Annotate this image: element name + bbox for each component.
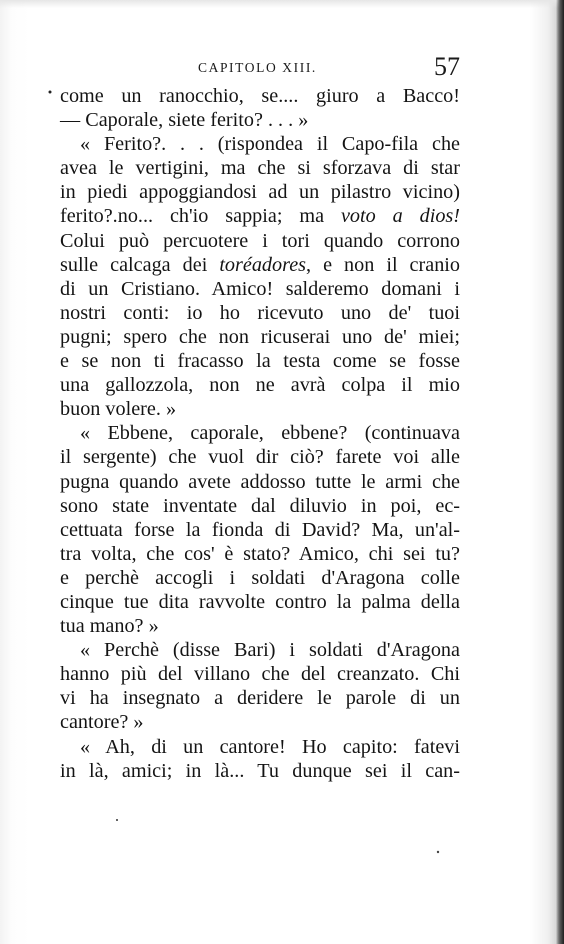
text-run: cettuata forse la fionda di David? Ma, un'al- — [60, 518, 460, 541]
text-line — [60, 470, 460, 494]
text-run: come un ranocchio, se.... giuro a Bacco! — [60, 85, 460, 107]
text-line — [60, 710, 460, 734]
running-head: CAPITOLO XIII. — [198, 60, 317, 75]
text-run: pugni; spero che non ricuserai uno de' miei; — [60, 325, 460, 348]
text-run: ferito?.no... ch'io sappia; ma — [60, 205, 341, 228]
ink-speck — [49, 91, 52, 94]
text-line — [60, 229, 460, 253]
text-run: « Ah, di un cantore! Ho capito: fatevi — [80, 735, 460, 758]
text-line — [60, 542, 460, 566]
text-line — [60, 638, 460, 662]
text-run: di un Cristiano. Amico! salderemo domani i — [60, 277, 460, 300]
text-run: in là, amici; in là... Tu dunque sei il can- — [60, 759, 460, 782]
text-line — [60, 662, 460, 686]
text-line — [60, 735, 460, 759]
text-run: cinque tue dita ravvolte contro la palma della — [60, 590, 460, 613]
text-line — [60, 349, 460, 373]
text-run: — Caporale, siete ferito? . . . » — [60, 109, 309, 132]
text-line — [60, 204, 460, 228]
text-run: sono state inventate dal diluvio in poi, ec- — [60, 494, 460, 517]
text-run: e se non ti fracasso la testa come se fosse — [60, 350, 460, 373]
text-run: hanno più del villano che del creanzato. Chi — [60, 663, 460, 686]
text-run: « Ebbene, caporale, ebbene? (continuava — [80, 422, 460, 445]
page-number: 57 — [434, 52, 460, 81]
text-line — [60, 156, 460, 180]
text-run: nostri conti: io ho ricevuto uno de' tuoi — [60, 301, 460, 324]
text-line — [60, 686, 460, 710]
text-run: tua mano? » — [60, 615, 159, 638]
text-run: cantore? » — [60, 711, 144, 734]
text-line — [60, 494, 460, 518]
text-line — [60, 518, 460, 542]
text-line — [60, 445, 460, 469]
text-run: « Ferito?. . . (rispondea il Capo-fila che — [80, 133, 460, 156]
text-run: e perchè accogli i soldati d'Aragona colle — [60, 566, 460, 589]
text-line — [60, 421, 460, 445]
text-line — [60, 277, 460, 301]
ink-speck — [116, 819, 118, 821]
text-run: vi ha insegnato a deridere le parole di un — [60, 687, 460, 710]
text-run: , e non il cranio — [306, 253, 461, 276]
text-run: una gallozzola, non ne avrà colpa il mio — [60, 374, 460, 397]
text-run: tra volta, che cos' è stato? Amico, chi sei tu? — [60, 542, 460, 565]
text-run: pugna quando avete addosso tutte le armi che — [60, 470, 460, 493]
book-gutter-edge — [556, 0, 564, 944]
text-line — [60, 614, 460, 638]
text-line — [60, 132, 460, 156]
text-line — [60, 590, 460, 614]
text-line — [60, 253, 460, 277]
text-line — [60, 373, 460, 397]
page-top-shadow — [0, 0, 564, 8]
text-run: Colui può percuotere i tori quando corrono — [60, 229, 460, 252]
text-line — [60, 84, 460, 108]
text-line — [60, 759, 460, 783]
text-run: in piedi appoggiandosi ad un pilastro vicino) — [60, 181, 460, 204]
text-run: il sergente) che vuol dir ciò? farete voi alle — [60, 446, 460, 469]
text-line — [60, 180, 460, 204]
italic-phrase: voto a dios! — [340, 205, 460, 228]
text-run: avea le vertigini, ma che si sforzava di star — [60, 157, 460, 180]
body-text — [60, 84, 460, 783]
ink-speck — [437, 851, 439, 853]
text-line — [60, 108, 460, 132]
text-line — [60, 301, 460, 325]
text-line — [60, 566, 460, 590]
italic-phrase: toréadores — [219, 253, 307, 276]
text-line — [60, 397, 460, 421]
text-run: sulle calcaga dei — [60, 253, 220, 276]
text-run: « Perchè (disse Bari) i soldati d'Aragona — [80, 639, 460, 662]
page-header — [58, 54, 458, 84]
text-run: buon volere. » — [60, 398, 177, 421]
text-line — [60, 325, 460, 349]
